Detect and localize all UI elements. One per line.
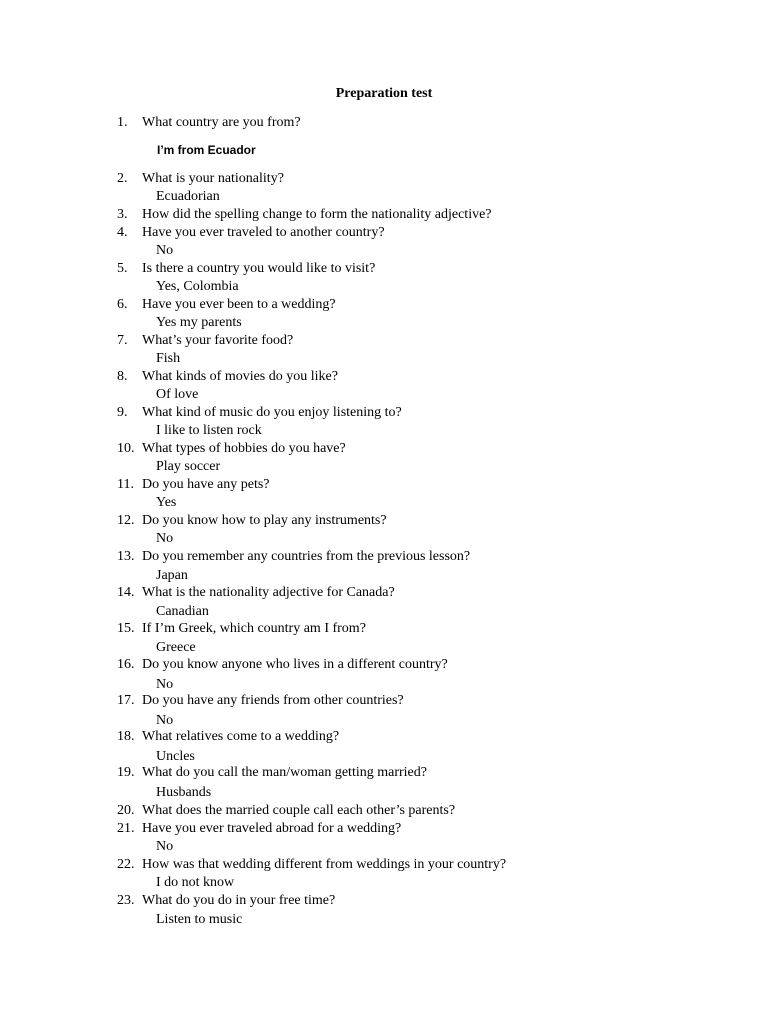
question-text: What kinds of movies do you like?	[142, 369, 338, 384]
question-item	[0, 260, 768, 278]
question-item	[0, 476, 768, 494]
question-item	[0, 404, 768, 422]
answer-text: Of love	[156, 387, 199, 402]
question-text: What do you do in your free time?	[142, 893, 336, 908]
question-text: Do you know how to play any instruments?	[142, 513, 387, 528]
question-item	[0, 820, 768, 838]
question-number: 18.	[117, 729, 135, 744]
question-item	[0, 114, 768, 132]
answer-text: No	[156, 531, 174, 546]
question-number: 13.	[117, 549, 135, 564]
page-title: Preparation test	[335, 86, 433, 101]
answer-text: No	[156, 243, 174, 258]
question-text: Do you know anyone who lives in a different country?	[142, 657, 448, 672]
answer-text: Yes my parents	[156, 315, 242, 330]
question-text: What’s your favorite food?	[142, 333, 294, 348]
question-text: What relatives come to a wedding?	[142, 729, 340, 744]
question-number: 1.	[117, 115, 128, 130]
question-item	[0, 892, 768, 910]
question-number: 8.	[117, 369, 128, 384]
question-text: What do you call the man/woman getting married?	[142, 765, 427, 780]
question-text: Is there a country you would like to visit?	[142, 261, 376, 276]
question-item	[0, 368, 768, 386]
answer-text: Yes, Colombia	[156, 279, 239, 294]
answer-text: Japan	[156, 568, 188, 583]
question-number: 14.	[117, 585, 135, 600]
question-item	[0, 620, 768, 638]
answer-text: No	[156, 839, 174, 854]
question-number: 10.	[117, 441, 135, 456]
answer-text: No	[156, 677, 174, 692]
question-text: What country are you from?	[142, 115, 301, 130]
question-item	[0, 548, 768, 566]
question-text: Do you have any pets?	[142, 477, 270, 492]
answer-text: Yes	[156, 495, 177, 510]
question-item	[0, 802, 768, 820]
question-text: What kind of music do you enjoy listening to?	[142, 405, 402, 420]
answer-text: Play soccer	[156, 459, 221, 474]
question-text: What is the nationality adjective for Canada?	[142, 585, 395, 600]
answer-text: Greece	[156, 640, 196, 655]
answer-text: I like to listen rock	[156, 423, 262, 438]
question-number: 7.	[117, 333, 128, 348]
question-number: 20.	[117, 803, 135, 818]
question-text: What is your nationality?	[142, 171, 284, 186]
question-number: 16.	[117, 657, 135, 672]
question-number: 11.	[117, 477, 134, 492]
question-item	[0, 224, 768, 242]
question-text: What types of hobbies do you have?	[142, 441, 346, 456]
question-number: 22.	[117, 857, 135, 872]
question-number: 2.	[117, 171, 128, 186]
answer-text: Husbands	[156, 785, 212, 800]
question-number: 5.	[117, 261, 128, 276]
question-item	[0, 296, 768, 314]
question-item	[0, 584, 768, 602]
answer-text: No	[156, 713, 174, 728]
answer-text: I’m from Ecuador	[157, 143, 256, 157]
question-text: How did the spelling change to form the nationality adjective?	[142, 207, 492, 222]
question-text: Do you have any friends from other countries?	[142, 693, 404, 708]
question-item	[0, 512, 768, 530]
question-item	[0, 440, 768, 458]
question-text: Have you ever been to a wedding?	[142, 297, 336, 312]
question-number: 12.	[117, 513, 135, 528]
answer-text: Ecuadorian	[156, 189, 220, 204]
answer-text: I do not know	[156, 875, 235, 890]
question-number: 3.	[117, 207, 128, 222]
question-item	[0, 856, 768, 874]
answer-text: Listen to music	[156, 912, 243, 927]
question-item	[0, 206, 768, 224]
question-item	[0, 692, 768, 710]
question-item	[0, 656, 768, 674]
question-text: Do you remember any countries from the previous lesson?	[142, 549, 471, 564]
answer-text: Fish	[156, 351, 181, 366]
question-number: 4.	[117, 225, 128, 240]
question-text: If I’m Greek, which country am I from?	[142, 621, 366, 636]
question-item	[0, 170, 768, 188]
answer-text: Uncles	[156, 749, 195, 764]
answer-text: Canadian	[156, 604, 209, 619]
question-item	[0, 764, 768, 782]
question-text: Have you ever traveled to another country?	[142, 225, 385, 240]
question-item	[0, 332, 768, 350]
question-number: 15.	[117, 621, 135, 636]
question-number: 9.	[117, 405, 128, 420]
question-text: Have you ever traveled abroad for a wedding?	[142, 821, 402, 836]
question-item	[0, 728, 768, 746]
question-text: What does the married couple call each other’s parents?	[142, 803, 456, 818]
question-number: 21.	[117, 821, 135, 836]
question-number: 23.	[117, 893, 135, 908]
question-number: 19.	[117, 765, 135, 780]
question-number: 17.	[117, 693, 135, 708]
question-text: How was that wedding different from weddings in your country?	[142, 857, 507, 872]
question-number: 6.	[117, 297, 128, 312]
